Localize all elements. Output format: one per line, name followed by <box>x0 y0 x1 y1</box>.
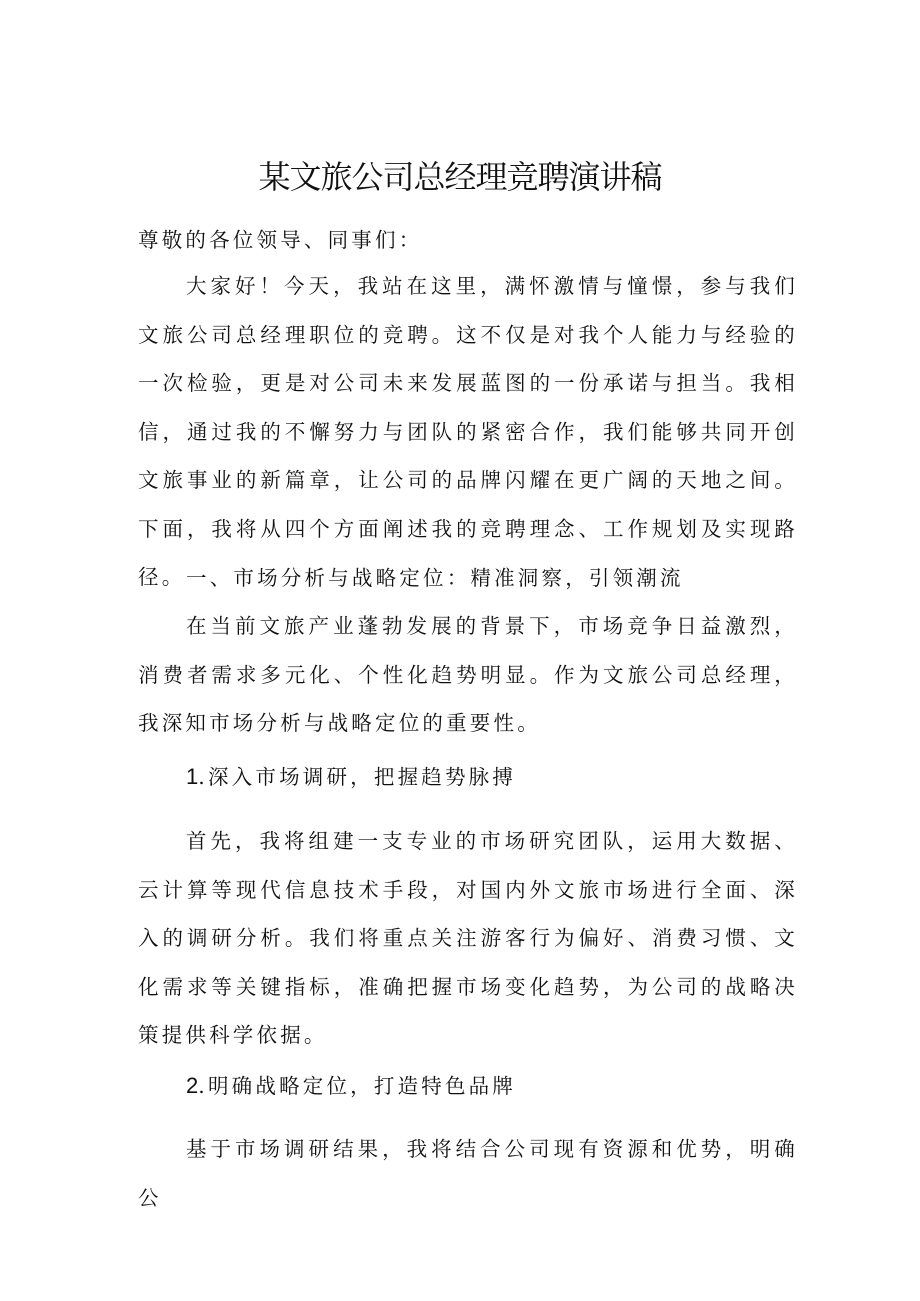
subsection-1-paragraph: 首先，我将组建一支专业的市场研究团队，运用大数据、云计算等现代信息技术手段，对国内外文旅市场进行全面、深入的调研分析。我们将重点关注游客行为偏好、消费习惯、文化需求等关键指标，准确把握市场变化趋势，为公司的战略决策提供科学依据。 <box>138 829 798 1047</box>
intro-paragraph: 大家好！今天，我站在这里，满怀激情与憧憬，参与我们文旅公司总经理职位的竞聘。这不仅是对我个人能力与经验的一次检验，更是对公司未来发展蓝图的一份承诺与担当。我相信，通过我的不懈努力与团队的紧密合作，我们能够共同开创文旅事业的新篇章，让公司的品牌闪耀在更广阔的天地之间。下面，我将从四个方面阐述我的竞聘理念、工作规划及实现路径。 <box>138 274 798 589</box>
section-1-paragraph: 在当前文旅产业蓬勃发展的背景下，市场竞争日益激烈，消费者需求多元化、个性化趋势明显。作为文旅公司总经理，我深知市场分析与战略定位的重要性。 <box>138 614 798 735</box>
subsection-1-heading-text: .深入市场调研，把握趋势脉搏 <box>198 765 517 789</box>
subsection-1-number: 1 <box>186 764 199 789</box>
subsection-2-number: 2 <box>186 1073 199 1098</box>
subsection-1-heading <box>138 753 798 802</box>
document-title: 某文旅公司总经理竞聘演讲稿 <box>258 158 662 196</box>
subsection-2-heading-text: .明确战略定位，打造特色品牌 <box>198 1074 517 1098</box>
subsection-2-heading <box>138 1062 798 1111</box>
salutation: 尊敬的各位领导、同事们： <box>138 228 423 252</box>
section-1-heading: 一、市场分析与战略定位：精准洞察，引领潮流 <box>186 566 684 590</box>
subsection-2-paragraph: 基于市场调研结果，我将结合公司现有资源和优势，明确公 <box>138 1137 798 1210</box>
